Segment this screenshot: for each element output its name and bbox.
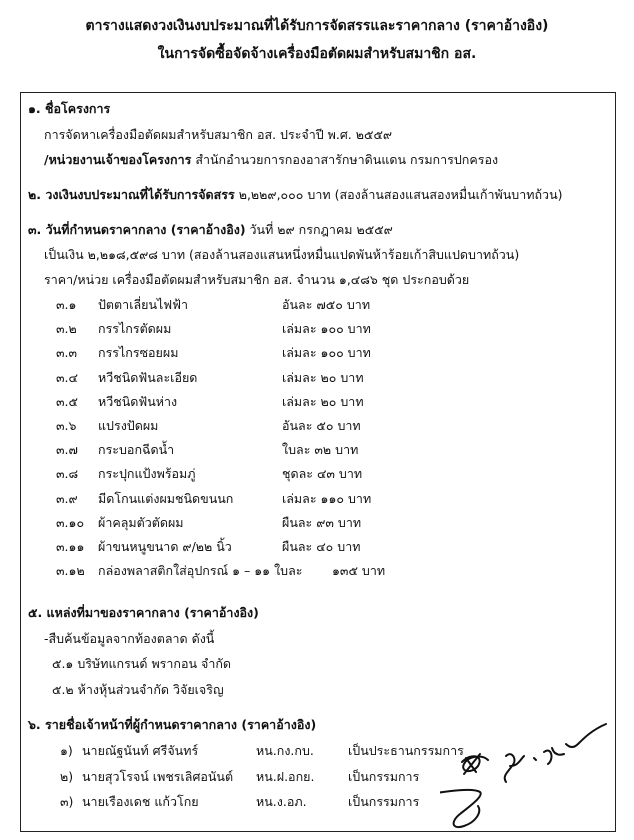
item-name: ผ้าคลุมตัวตัดผม	[98, 514, 184, 530]
member-role: เป็นกรรมการ	[348, 794, 420, 809]
source-item: ๕.๑ บริษัทแกรนด์ พรากอน จำกัด	[52, 656, 232, 671]
item-name: กรรไกรซอยผม	[98, 345, 179, 361]
item-name: ผ้าขนหนูขนาด ๙/๒๒ นิ้ว	[98, 539, 232, 554]
item-number: ๓.๘	[56, 466, 79, 482]
member-name: นายเรืองเดช แก้วโกย	[82, 794, 199, 809]
item-price: ชุดละ ๔๓ บาท	[282, 466, 363, 482]
item-number: ๓.๑๐	[56, 514, 85, 530]
item-price: ๑๓๕ บาท	[332, 563, 386, 579]
item-number: ๓.๗	[56, 442, 78, 458]
section2	[28, 186, 563, 204]
owner-label: /หน่วยงานเจ้าของโครงการ	[44, 152, 192, 167]
item-name: หวีชนิดฟันละเอียด	[98, 369, 198, 385]
signature-scribbles	[440, 700, 620, 834]
section2-heading: ๒. วงเงินงบประมาณที่ได้รับการจัดสรร	[28, 187, 235, 202]
item-name: กรรไกรตัดผม	[98, 321, 172, 337]
item-name: หวีชนิดฟันห่าง	[98, 393, 178, 409]
item-price: เล่มละ ๑๑๐ บาท	[282, 490, 372, 506]
section1-heading: ๑. ชื่อโครงการ	[28, 101, 111, 116]
item-number: ๓.๑	[56, 297, 77, 312]
source-item: ๕.๒ ห้างหุ้นส่วนจำกัด วิจัยเจริญ	[52, 682, 224, 697]
item-price: เล่มละ ๑๐๐ บาท	[282, 321, 371, 337]
item-number: ๓.๙	[56, 490, 78, 506]
member-number: ๑)	[60, 743, 73, 758]
item-name: กระบอกฉีดน้ำ	[98, 442, 175, 458]
member-role: เป็นประธานกรรมการ	[348, 743, 464, 758]
section3	[28, 221, 393, 239]
member-unit: หน.ง.อภ.	[256, 794, 307, 809]
reference-date: วันที่ ๒๙ กรกฎาคม ๒๕๕๙	[249, 222, 393, 237]
item-price: ใบละ ๓๒ บาท	[282, 442, 359, 458]
member-unit: หน.กง.กบ.	[256, 743, 314, 758]
item-price: ผืนละ ๙๓ บาท	[282, 514, 362, 530]
project-name: การจัดหาเครื่องมือตัดผมสำหรับสมาชิก อส. ประจำปี พ.ศ. ๒๕๕๙	[44, 127, 393, 142]
source-intro: -สืบค้นข้อมูลจากท้องตลาด ดังนี้	[44, 631, 215, 646]
item-name: แปรงปัดผม	[98, 418, 159, 433]
member-name: นายสุวโรจน์ เพชรเลิศอนันต์	[82, 768, 234, 784]
member-number: ๒)	[60, 768, 74, 784]
doc-title-line2: ในการจัดซื้อจัดจ้างเครื่องมือตัดผมสำหรับสมาชิก อส.	[157, 46, 477, 62]
section5-heading: ๕. แหล่งที่มาของราคากลาง (ราคาอ้างอิง)	[28, 605, 259, 620]
section3-heading: ๓. วันที่กำหนดราคากลาง (ราคาอ้างอิง)	[28, 222, 246, 237]
item-price: ผืนละ ๔๐ บาท	[282, 539, 361, 554]
item-number: ๓.๔	[56, 369, 78, 385]
item-name: กระปุกแป้งพร้อมภู่	[98, 466, 196, 482]
item-number: ๓.๒	[56, 321, 77, 337]
item-price: เล่มละ ๑๐๐ บาท	[282, 345, 371, 361]
doc-title-line1: ตารางแสดงวงเงินงบประมาณที่ได้รับการจัดสรรและราคากลาง (ราคาอ้างอิง)	[85, 18, 549, 34]
item-number: ๓.๖	[56, 418, 77, 433]
section6-heading: ๖. รายชื่อเจ้าหน้าที่ผู้กำหนดราคากลาง (ราคาอ้างอิง)	[28, 717, 317, 732]
item-name: มีดโกนแต่งผมชนิดขนนก	[98, 490, 234, 506]
item-price: อันละ ๕๐ บาท	[282, 418, 361, 433]
item-name: กล่องพลาสติกใส่อุปกรณ์ ๑ – ๑๑ ใบละ	[98, 563, 303, 579]
item-price: อันละ ๗๕๐ บาท	[282, 297, 371, 312]
item-number: ๓.๑๑	[56, 539, 85, 554]
unit-price-line: ราคา/หน่วย เครื่องมือตัดผมสำหรับสมาชิก อส. จำนวน ๑,๔๘๖ ชุด ประกอบด้วย	[44, 272, 470, 287]
project-owner	[44, 151, 498, 169]
item-price: เล่มละ ๒๐ บาท	[282, 393, 364, 409]
reference-amount: เป็นเงิน ๒,๒๑๘,๕๙๘ บาท (สองล้านสองแสนหนึ่งหมื่นแปดพันห้าร้อยเก้าสิบแปดบาทถ้วน)	[44, 247, 520, 262]
item-number: ๓.๑๒	[56, 563, 85, 579]
member-name: นายณัฐนันท์ ศรีจันทร์	[82, 743, 199, 758]
member-role: เป็นกรรมการ	[348, 768, 420, 784]
item-price: เล่มละ ๒๐ บาท	[282, 369, 364, 385]
item-number: ๓.๕	[56, 393, 78, 409]
member-unit: หน.ฝ.อกย.	[256, 768, 315, 784]
budget-value: ๒,๒๒๙,๐๐๐ บาท (สองล้านสองแสนสองหมื่นเก้าพันบาทถ้วน)	[238, 187, 563, 202]
member-number: ๓)	[60, 794, 74, 809]
item-name: ปัตตาเลี่ยนไฟฟ้า	[98, 297, 188, 312]
item-number: ๓.๓	[56, 345, 78, 361]
owner-value: สำนักอำนวยการกองอาสารักษาดินแดน กรมการปกครอง	[195, 152, 499, 167]
